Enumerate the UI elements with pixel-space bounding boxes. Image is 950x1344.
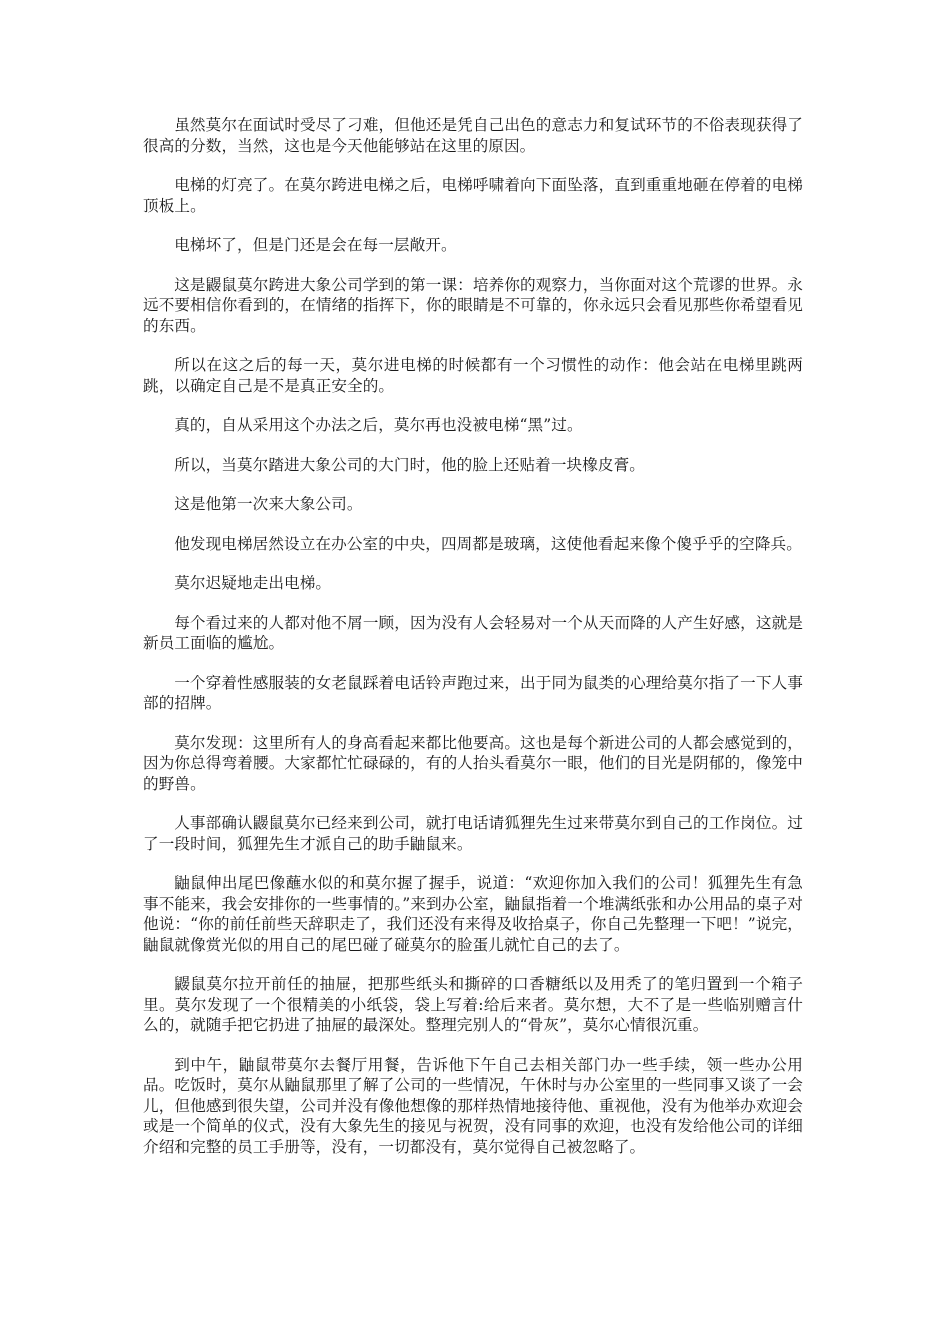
paragraph-7: 所以，当莫尔踏进大象公司的大门时，他的脸上还贴着一块橡皮膏。 [174, 455, 646, 474]
paragraph-10: 莫尔迟疑地走出电梯。 [174, 574, 332, 592]
paragraph-5: 所以在这之后的每一天，莫尔进电梯的时候都有一个习惯性的动作：他会站在电梯里跳两跳，以确定自己是不是真正安全的。 [143, 356, 803, 395]
paragraph-12: 一个穿着性感服装的女老鼠踩着电话铃声跑过来，出于同为鼠类的心理给莫尔指了一下人事部的招牌。 [143, 673, 803, 712]
paragraph-4: 这是鼹鼠莫尔跨进大象公司学到的第一课：培养你的观察力，当你面对这个荒谬的世界。永远不要相信你看到的，在情绪的指挥下，你的眼睛是不可靠的，你永远只会看见那些你希望看见的东西。 [143, 275, 803, 335]
document-body [143, 115, 803, 1176]
paragraph-16: 鼹鼠莫尔拉开前任的抽屉，把那些纸头和撕碎的口香糖纸以及用秃了的笔归置到一个箱子里。莫尔发现了一个很精美的小纸袋，袋上写着:给后来者。莫尔想，大不了是一些临别赠言什么的，就随手把它扔进了抽屉的最深处。整理完别人的“骨灰”，莫尔心情很沉重。 [143, 975, 803, 1034]
paragraph-6: 真的，自从采用这个办法之后，莫尔再也没被电梯“黑”过。 [174, 416, 583, 434]
paragraph-17: 到中午，鼬鼠带莫尔去餐厅用餐，告诉他下午自己去相关部门办一些手续，领一些办公用品。吃饭时，莫尔从鼬鼠那里了解了公司的一些情况，午休时与办公室里的一些同事又谈了一会儿，但他感到很失望，公司并没有像他想像的那样热情地接待他、重视他，没有为他举办欢迎会或是一个简单的仪式，没有大象先生的接见与祝贺，没有同事的欢迎，也没有发给他公司的详细介绍和完整的员工手册等，没有，一切都没有，莫尔觉得自己被忽略了。 [143, 1055, 803, 1156]
paragraph-11: 每个看过来的人都对他不屑一顾，因为没有人会轻易对一个从天而降的人产生好感，这就是新员工面临的尴尬。 [143, 613, 803, 652]
paragraph-2: 电梯的灯亮了。在莫尔跨进电梯之后，电梯呼啸着向下面坠落，直到重重地砸在停着的电梯顶板上。 [143, 176, 803, 215]
paragraph-1: 虽然莫尔在面试时受尽了刁难，但他还是凭自己出色的意志力和复试环节的不俗表现获得了很高的分数，当然，这也是今天他能够站在这里的原因。 [143, 116, 803, 155]
paragraph-9: 他发现电梯居然设立在办公室的中央，四周都是玻璃，这使他看起来像个傻乎乎的空降兵。 [174, 534, 802, 553]
paragraph-15: 鼬鼠伸出尾巴像蘸水似的和莫尔握了握手，说道：“欢迎你加入我们的公司！狐狸先生有急事不能来，我会安排你的一些事情的。”来到办公室，鼬鼠指着一个堆满纸张和办公用品的桌子对他说：“你的前任前些天辞职走了，我们还没有来得及收拾桌子，你自己先整理一下吧！”说完，鼬鼠就像赏光似的用自己的尾巴碰了碰莫尔的脸蛋儿就忙自己的去了。 [143, 874, 803, 954]
paragraph-3: 电梯坏了，但是门还是会在每一层敞开。 [174, 236, 457, 254]
paragraph-13: 莫尔发现：这里所有人的身高看起来都比他要高。这也是每个新进公司的人都会感觉到的，因为你总得弯着腰。大家都忙忙碌碌的，有的人抬头看莫尔一眼，他们的目光是阴郁的，像笼中的野兽。 [143, 733, 803, 793]
paragraph-8: 这是他第一次来大象公司。 [174, 495, 363, 513]
paragraph-14: 人事部确认鼹鼠莫尔已经来到公司，就打电话请狐狸先生过来带莫尔到自己的工作岗位。过了一段时间，狐狸先生才派自己的助手鼬鼠来。 [143, 814, 803, 853]
